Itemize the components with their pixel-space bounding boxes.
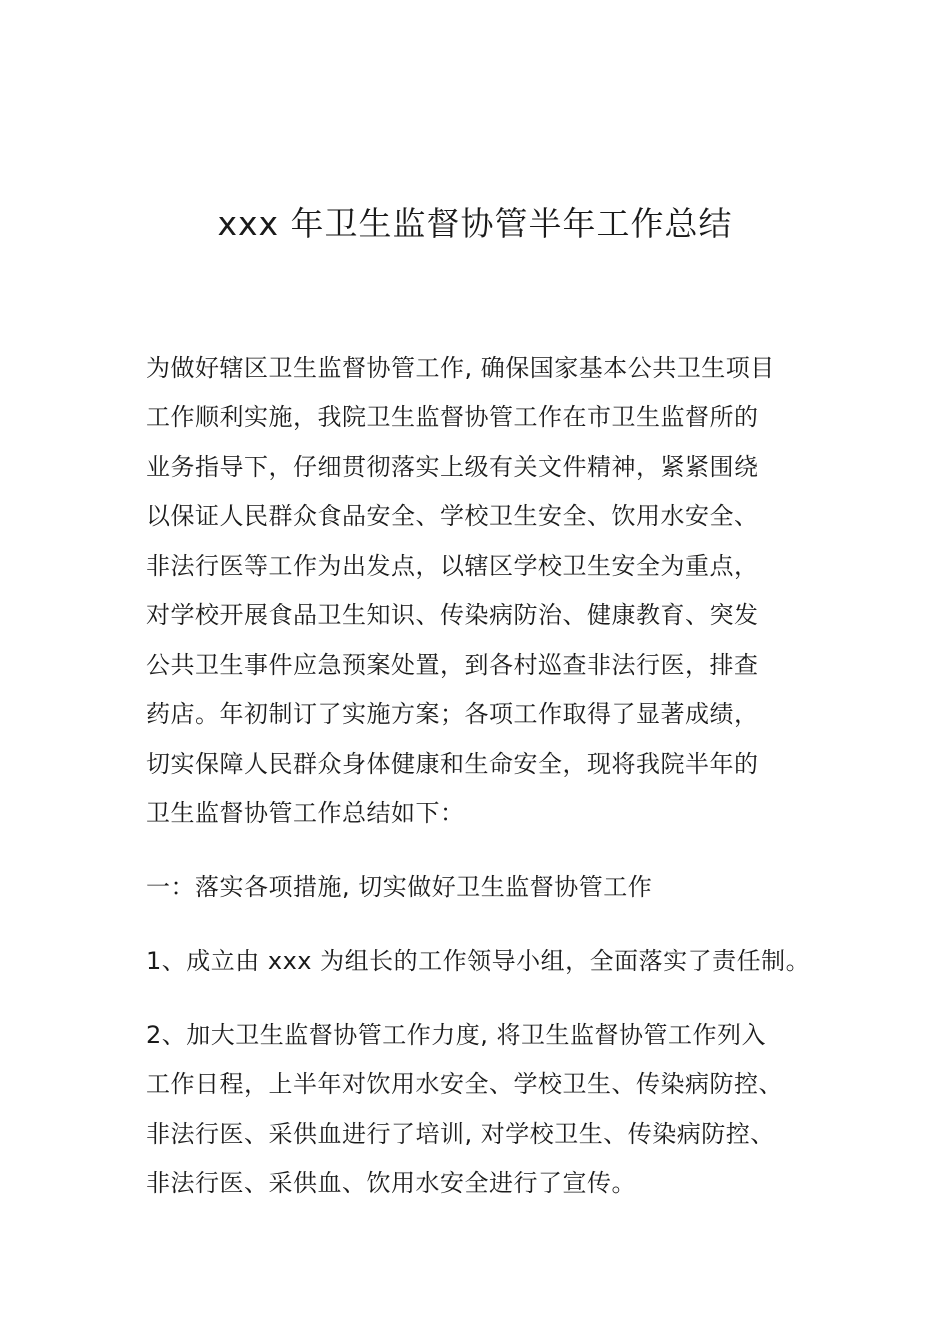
intro-line-10: 卫生监督协管工作总结如下： bbox=[146, 799, 465, 827]
intro-line-7: 公共卫生事件应急预案处置，到各村巡查非法行医，排查 bbox=[146, 651, 759, 679]
item-1: 1、成立由 xxx 为组长的工作领导小组，全面落实了责任制。 bbox=[146, 947, 811, 975]
item-2-line-1: 2、加大卫生监督协管工作力度, 将卫生监督协管工作列入 bbox=[146, 1021, 767, 1049]
section1-heading: 一：落实各项措施, 切实做好卫生监督协管工作 bbox=[146, 873, 653, 901]
item-2-line-3: 非法行医、采供血进行了培训, 对学校卫生、传染病防控、 bbox=[146, 1120, 775, 1148]
intro-line-5: 非法行医等工作为出发点，以辖区学校卫生安全为重点， bbox=[146, 552, 759, 580]
item-2-line-2: 工作日程，上半年对饮用水安全、学校卫生、传染病防控、 bbox=[146, 1070, 783, 1098]
item-2-line-4: 非法行医、采供血、饮用水安全进行了宣传。 bbox=[146, 1169, 636, 1197]
intro-line-9: 切实保障人民群众身体健康和生命安全，现将我院半年的 bbox=[146, 750, 759, 778]
intro-line-4: 以保证人民群众食品安全、学校卫生安全、饮用水安全、 bbox=[146, 502, 759, 530]
intro-line-3: 业务指导下，仔细贯彻落实上级有关文件精神，紧紧围绕 bbox=[146, 453, 759, 481]
intro-line-1: 为做好辖区卫生监督协管工作, 确保国家基本公共卫生项目 bbox=[146, 354, 775, 382]
intro-line-8: 药店。年初制订了实施方案；各项工作取得了显著成绩， bbox=[146, 700, 759, 728]
document-title: xxx 年卫生监督协管半年工作总结 bbox=[217, 204, 733, 243]
intro-line-2: 工作顺利实施，我院卫生监督协管工作在市卫生监督所的 bbox=[146, 403, 759, 431]
intro-line-6: 对学校开展食品卫生知识、传染病防治、健康教育、突发 bbox=[146, 601, 759, 629]
